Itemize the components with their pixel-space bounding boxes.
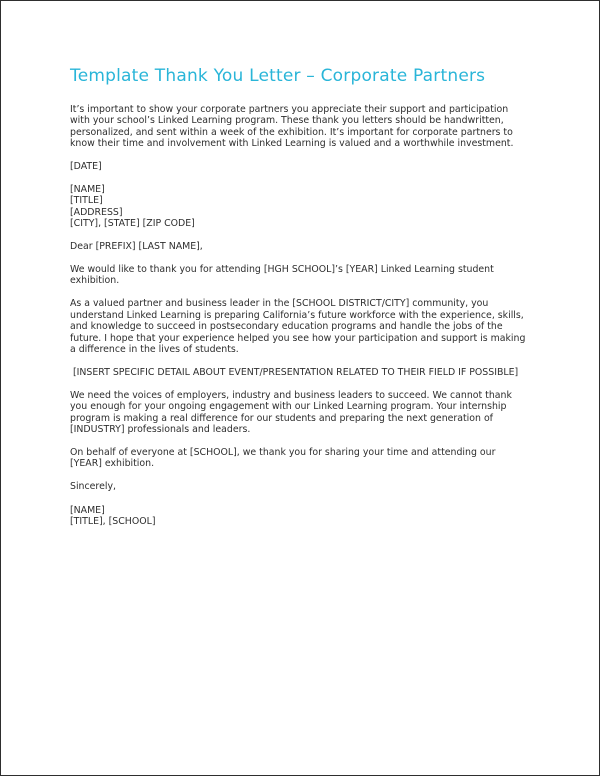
signature-name: [NAME] (70, 504, 105, 516)
intro-paragraph: It’s important to show your corporate partners you appreciate their support and participation with your school’s Linked Learning program. These thank you letters should be handwritten, personalized, and sent within a week of the exhibition. It’s important for corporate partners to know their time and involvement with Linked Learning is valued and a worthwhile investment. (70, 104, 514, 150)
date-placeholder: [DATE] (70, 161, 102, 173)
recipient-name: [NAME] (70, 184, 105, 196)
recipient-city-state-zip: [CITY], [STATE] [ZIP CODE] (70, 218, 195, 230)
recipient-block (70, 184, 529, 230)
closing: Sincerely, (70, 481, 116, 493)
signature-block (70, 505, 529, 528)
paragraph-voices: We need the voices of employers, industry and business leaders to succeed. We cannot thank you enough for your ongoing engagement with our Linked Learning program. Your internship program is making a real difference for our students and preparing the next generation of [INDUSTRY] professionals and leaders. (70, 389, 512, 436)
paragraph-valued-partner: As a valued partner and business leader in the [SCHOOL DISTRICT/CITY] community, you understand Linked Learning is preparing California’s future workforce with the experience, skills, and knowledge to succeed in postsecondary education programs and handle the jobs of the future. I hope that your experience helped you see how your participation and support is making a difference in the lives of students. (70, 298, 526, 355)
paragraph-on-behalf: On behalf of everyone at [SCHOOL], we thank you for sharing your time and attending our [YEAR] exhibition. (70, 446, 496, 470)
signature-title-school: [TITLE], [SCHOOL] (70, 516, 156, 528)
paragraph-insert-note: [INSERT SPECIFIC DETAIL ABOUT EVENT/PRESENTATION RELATED TO THEIR FIELD IF POSSIBLE] (70, 366, 519, 378)
page-title: Template Thank You Letter – Corporate Partners (70, 66, 486, 86)
salutation: Dear [PREFIX] [LAST NAME], (70, 241, 203, 253)
recipient-title: [TITLE] (70, 195, 103, 207)
paragraph-thank-you: We would like to thank you for attending [HGH SCHOOL]’s [YEAR] Linked Learning student exhibition. (70, 264, 494, 287)
recipient-address: [ADDRESS] (70, 206, 123, 218)
